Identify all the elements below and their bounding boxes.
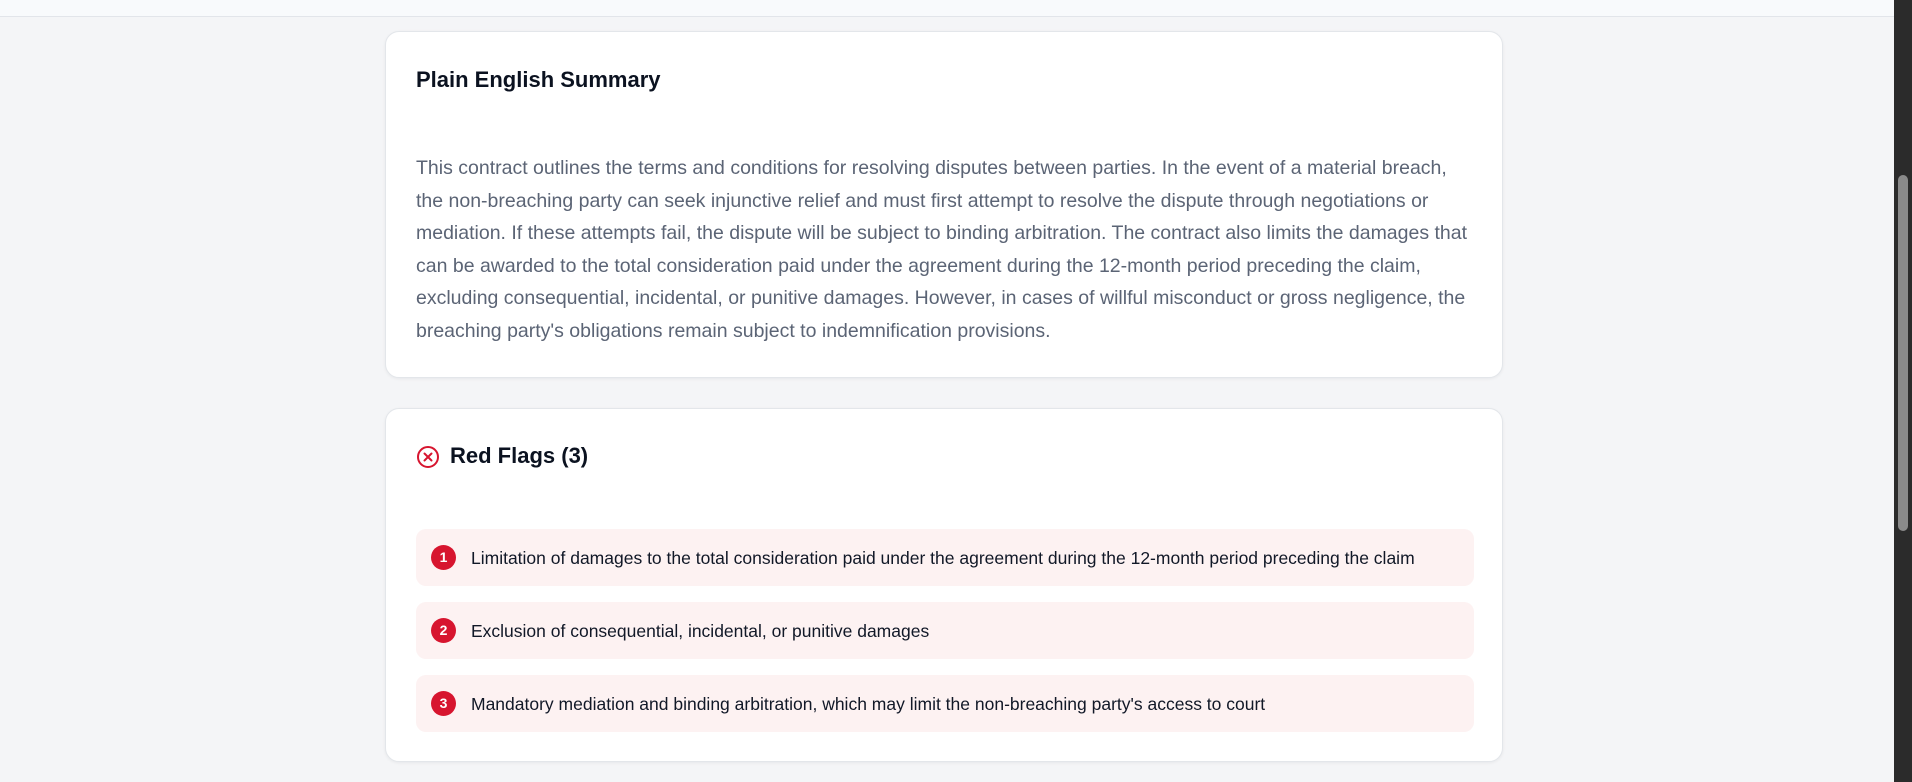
red-flag-item — [416, 675, 1474, 732]
red-flags-title: Red Flags (3) — [450, 443, 589, 468]
x-circle-icon — [416, 445, 440, 469]
flag-number-badge: 2 — [431, 618, 456, 643]
scrollbar[interactable] — [1894, 0, 1912, 782]
summary-card — [385, 31, 1503, 378]
red-flags-list — [416, 529, 1474, 748]
summary-title: Plain English Summary — [416, 67, 661, 92]
red-flag-item — [416, 529, 1474, 586]
scrollbar-thumb[interactable] — [1898, 175, 1908, 531]
red-flag-item — [416, 602, 1474, 659]
flag-text: Exclusion of consequential, incidental, or punitive damages — [471, 621, 930, 641]
flag-number-badge: 3 — [431, 691, 456, 716]
flag-text: Mandatory mediation and binding arbitration, which may limit the non-breaching party's access to court — [471, 694, 1266, 714]
flag-number-badge: 1 — [431, 545, 456, 570]
top-bar — [0, 0, 1894, 17]
flag-text: Limitation of damages to the total consideration paid under the agreement during the 12-month period preceding the claim — [471, 548, 1415, 568]
red-flags-card — [385, 408, 1503, 762]
summary-text: This contract outlines the terms and conditions for resolving disputes between parties. In the event of a material breach, the non-breaching party can seek injunctive relief and must first attempt to resolve the dispute through negotiations or mediation. If these attempts fail, the dispute will be subject to binding arbitration. The contract also limits the damages that can be awarded to the total consideration paid under the agreement during the 12-month period preceding the claim, excluding consequential, incidental, or punitive damages. However, in cases of willful misconduct or gross negligence, the breaching party's obligations remain subject to indemnification provisions. — [416, 157, 1468, 342]
